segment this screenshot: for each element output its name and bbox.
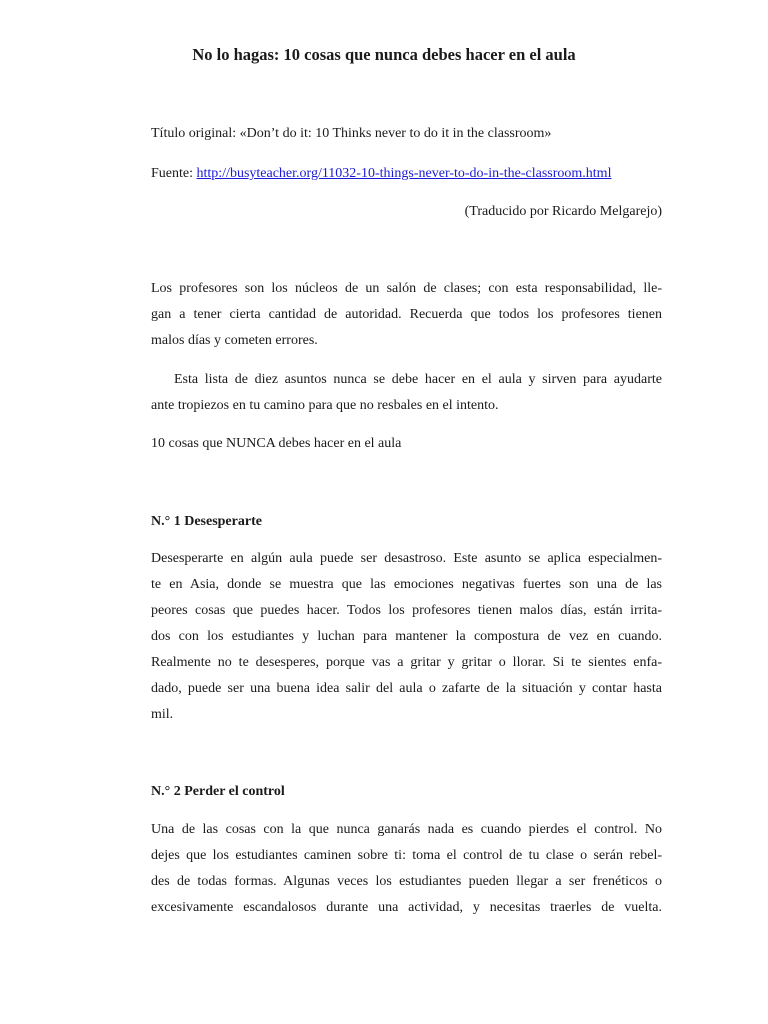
section-2-line: des de todas formas. Algunas veces los estudiantes pueden llegar a ser frenéticos o xyxy=(151,874,662,889)
list-intro-line: Esta lista de diez asuntos nunca se debe hacer en el aula y sirven para ayudarte xyxy=(174,372,662,387)
section-2-line: Una de las cosas con la que nunca ganarás nada es cuando pierdes el control. No xyxy=(151,822,662,837)
source-link[interactable]: http://busyteacher.org/11032-10-things-never-to-do-in-the-classroom.html xyxy=(196,166,612,181)
section-2-line: dejes que los estudiantes caminen sobre ti: toma el control de tu clase o serán rebel- xyxy=(151,848,662,863)
section-2-heading: N.° 2 Perder el control xyxy=(151,784,285,799)
section-2-line: excesivamente escandalosos durante una actividad, y necesitas traerles de vuelta. xyxy=(151,900,662,915)
intro-line: Los profesores son los núcleos de un salón de clases; con esta responsabilidad, lle- xyxy=(151,281,662,296)
section-1-line: peores cosas que puedes hacer. Todos los profesores tienen malos días, están irrita- xyxy=(151,603,662,618)
translator-credit: (Traducido por Ricardo Melgarejo) xyxy=(464,204,662,219)
intro-line: gan a tener cierta cantidad de autoridad. Recuerda que todos los profesores tienen xyxy=(151,307,662,322)
section-1-line: Desesperarte en algún aula puede ser desastroso. Este asunto se aplica especialmen- xyxy=(151,551,662,566)
section-1-line: dado, puede ser una buena idea salir del aula o zafarte de la situación y contar hasta xyxy=(151,681,662,696)
list-intro-line: ante tropiezos en tu camino para que no resbales en el intento. xyxy=(151,398,499,413)
section-1-heading: N.° 1 Desesperarte xyxy=(151,514,262,529)
section-2-body xyxy=(151,817,662,921)
section-1-line: mil. xyxy=(151,707,174,722)
intro-line: malos días y cometen errores. xyxy=(151,333,318,348)
list-intro-paragraph xyxy=(151,367,662,419)
section-1-line: te en Asia, donde se muestra que las emociones negativas fuertes son una de las xyxy=(151,577,662,592)
section-1-line: Realmente no te desesperes, porque vas a gritar y gritar o llorar. Si te sientes enfa- xyxy=(151,655,662,670)
original-title: Título original: «Don’t do it: 10 Thinks never to do it in the classroom» xyxy=(151,126,552,141)
section-1-line: dos con los estudiantes y luchan para mantener la compostura de vez en cuando. xyxy=(151,629,662,644)
document-title: No lo hagas: 10 cosas que nunca debes hacer en el aula xyxy=(192,45,576,64)
section-1-body xyxy=(151,546,662,728)
source-label: Fuente: xyxy=(151,166,197,181)
source-line xyxy=(151,164,662,184)
intro-paragraph xyxy=(151,276,662,354)
list-heading: 10 cosas que NUNCA debes hacer en el aula xyxy=(151,436,402,451)
